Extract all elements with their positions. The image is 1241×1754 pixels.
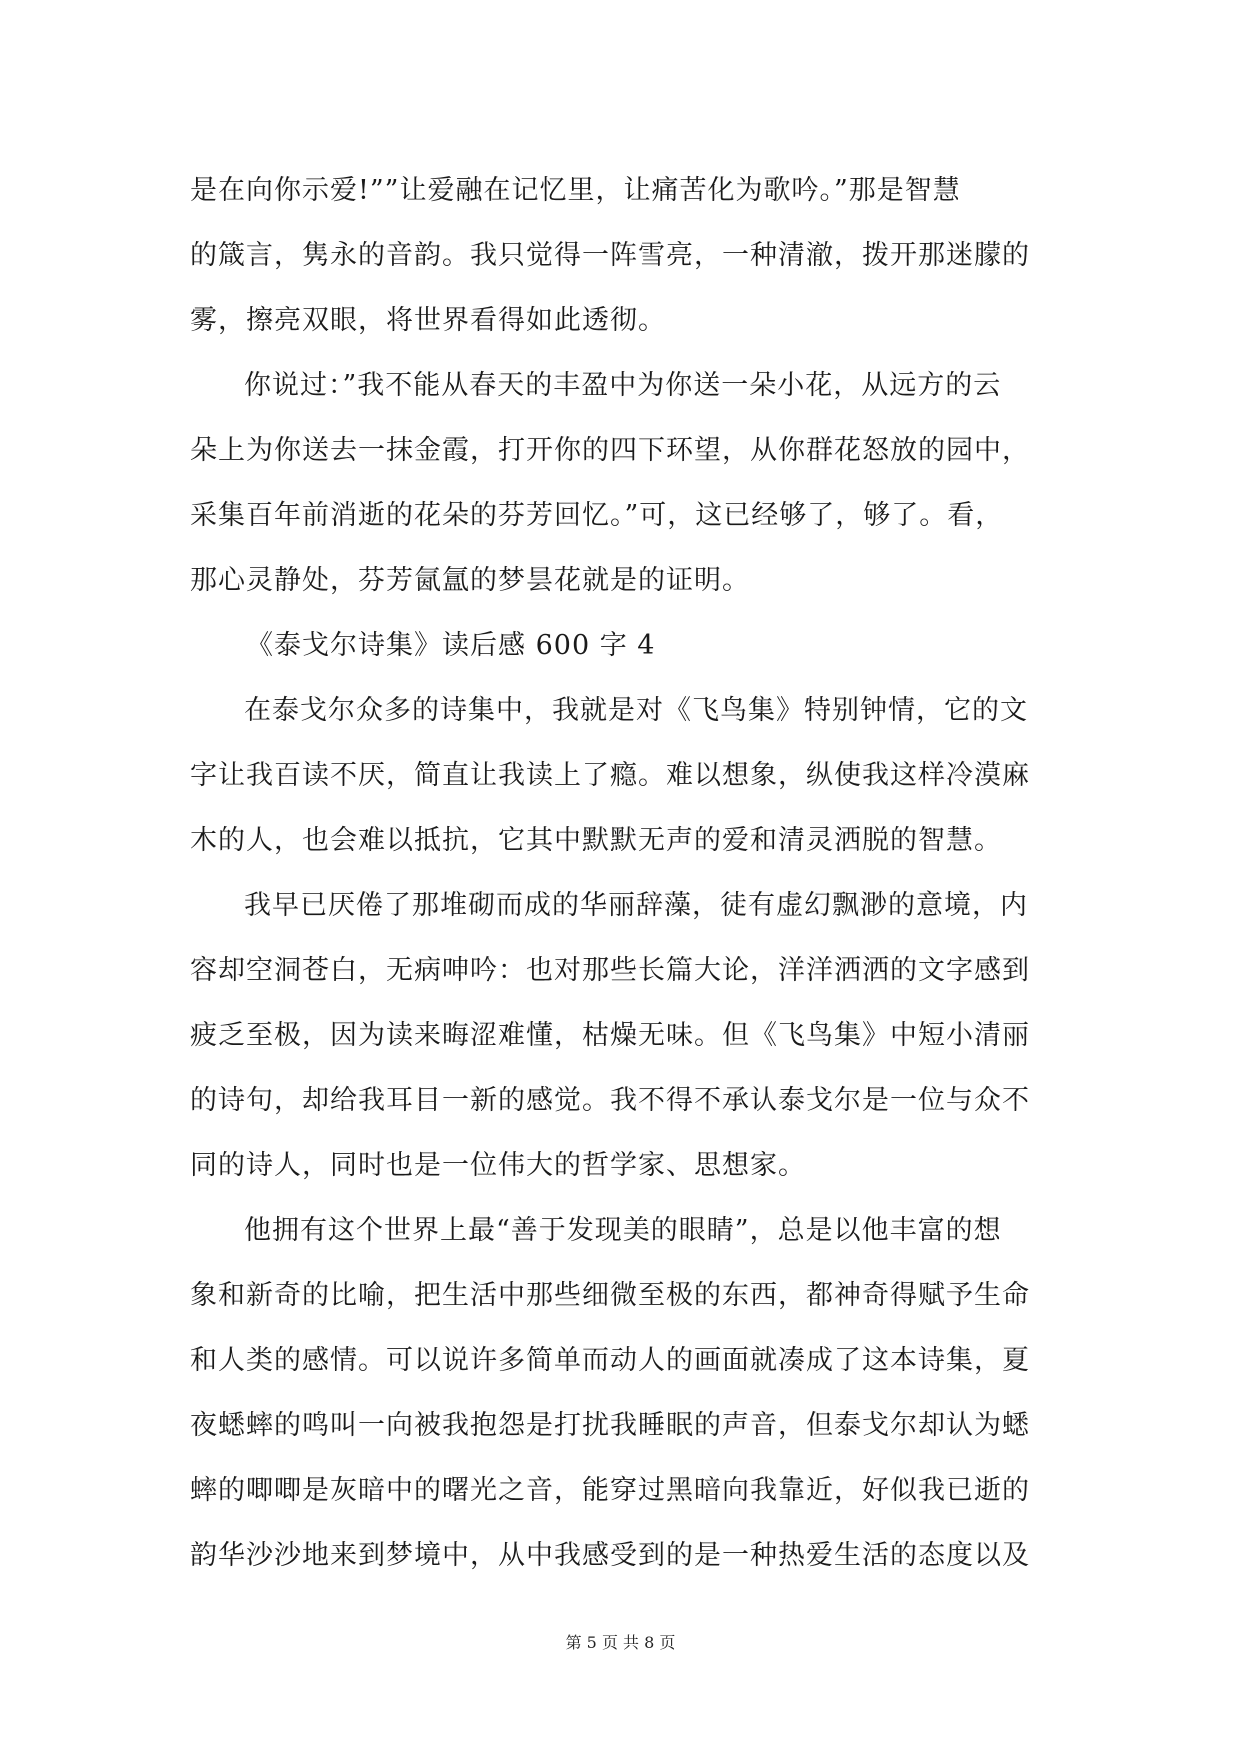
text-line: 和人类的感情。可以说许多简单而动人的画面就凑成了这本诗集，夏 <box>190 1345 1030 1376</box>
text-line: 蟀的唧唧是灰暗中的曙光之音，能穿过黑暗向我靠近，好似我已逝的 <box>190 1475 1030 1506</box>
body-text <box>190 158 1060 1588</box>
text-line: 朵上为你送去一抹金霞，打开你的四下环望，从你群花怒放的园中， <box>190 435 1030 466</box>
text-line: 我早已厌倦了那堆砌而成的华丽辞藻，徒有虚幻飘渺的意境，内 <box>244 890 1028 921</box>
text-line: 的箴言，隽永的音韵。我只觉得一阵雪亮，一种清澈，拨开那迷朦的 <box>190 240 1030 271</box>
text-line: 是在向你示爱!””让爱融在记忆里，让痛苦化为歌吟。”那是智慧 <box>190 175 961 206</box>
text-line: 雾，擦亮双眼，将世界看得如此透彻。 <box>190 305 666 336</box>
text-line: 容却空洞苍白，无病呻吟：也对那些长篇大论，洋洋洒洒的文字感到 <box>190 955 1030 986</box>
text-line: 采集百年前消逝的花朵的芬芳回忆。”可，这已经够了，够了。看， <box>190 500 1004 531</box>
text-line: 在泰戈尔众多的诗集中，我就是对《飞鸟集》特别钟情，它的文 <box>244 695 1028 726</box>
text-line: 韵华沙沙地来到梦境中，从中我感受到的是一种热爱生活的态度以及 <box>190 1540 1030 1571</box>
text-line: 夜蟋蟀的鸣叫一向被我抱怨是打扰我睡眠的声音，但泰戈尔却认为蟋 <box>190 1410 1030 1441</box>
text-line: 疲乏至极，因为读来晦涩难懂，枯燥无味。但《飞鸟集》中短小清丽 <box>190 1020 1030 1051</box>
text-line: 你说过：”我不能从春天的丰盈中为你送一朵小花，从远方的云 <box>244 370 1002 401</box>
page-footer: 第 5 页 共 8 页 <box>565 1633 676 1652</box>
text-line: 他拥有这个世界上最“善于发现美的眼睛”，总是以他丰富的想 <box>244 1215 1002 1246</box>
text-line: 字让我百读不厌，简直让我读上了瘾。难以想象，纵使我这样冷漠麻 <box>190 760 1030 791</box>
text-line: 象和新奇的比喻，把生活中那些细微至极的东西，都神奇得赋予生命 <box>190 1280 1030 1311</box>
text-line: 同的诗人，同时也是一位伟大的哲学家、思想家。 <box>190 1150 806 1181</box>
text-line: 那心灵静处，芬芳氤氲的梦昙花就是的证明。 <box>190 565 750 596</box>
text-line: 木的人，也会难以抵抗，它其中默默无声的爱和清灵洒脱的智慧。 <box>190 825 1002 856</box>
text-line: 的诗句，却给我耳目一新的感觉。我不得不承认泰戈尔是一位与众不 <box>190 1085 1030 1116</box>
section-heading: 《泰戈尔诗集》读后感 600 字 4 <box>246 630 656 661</box>
